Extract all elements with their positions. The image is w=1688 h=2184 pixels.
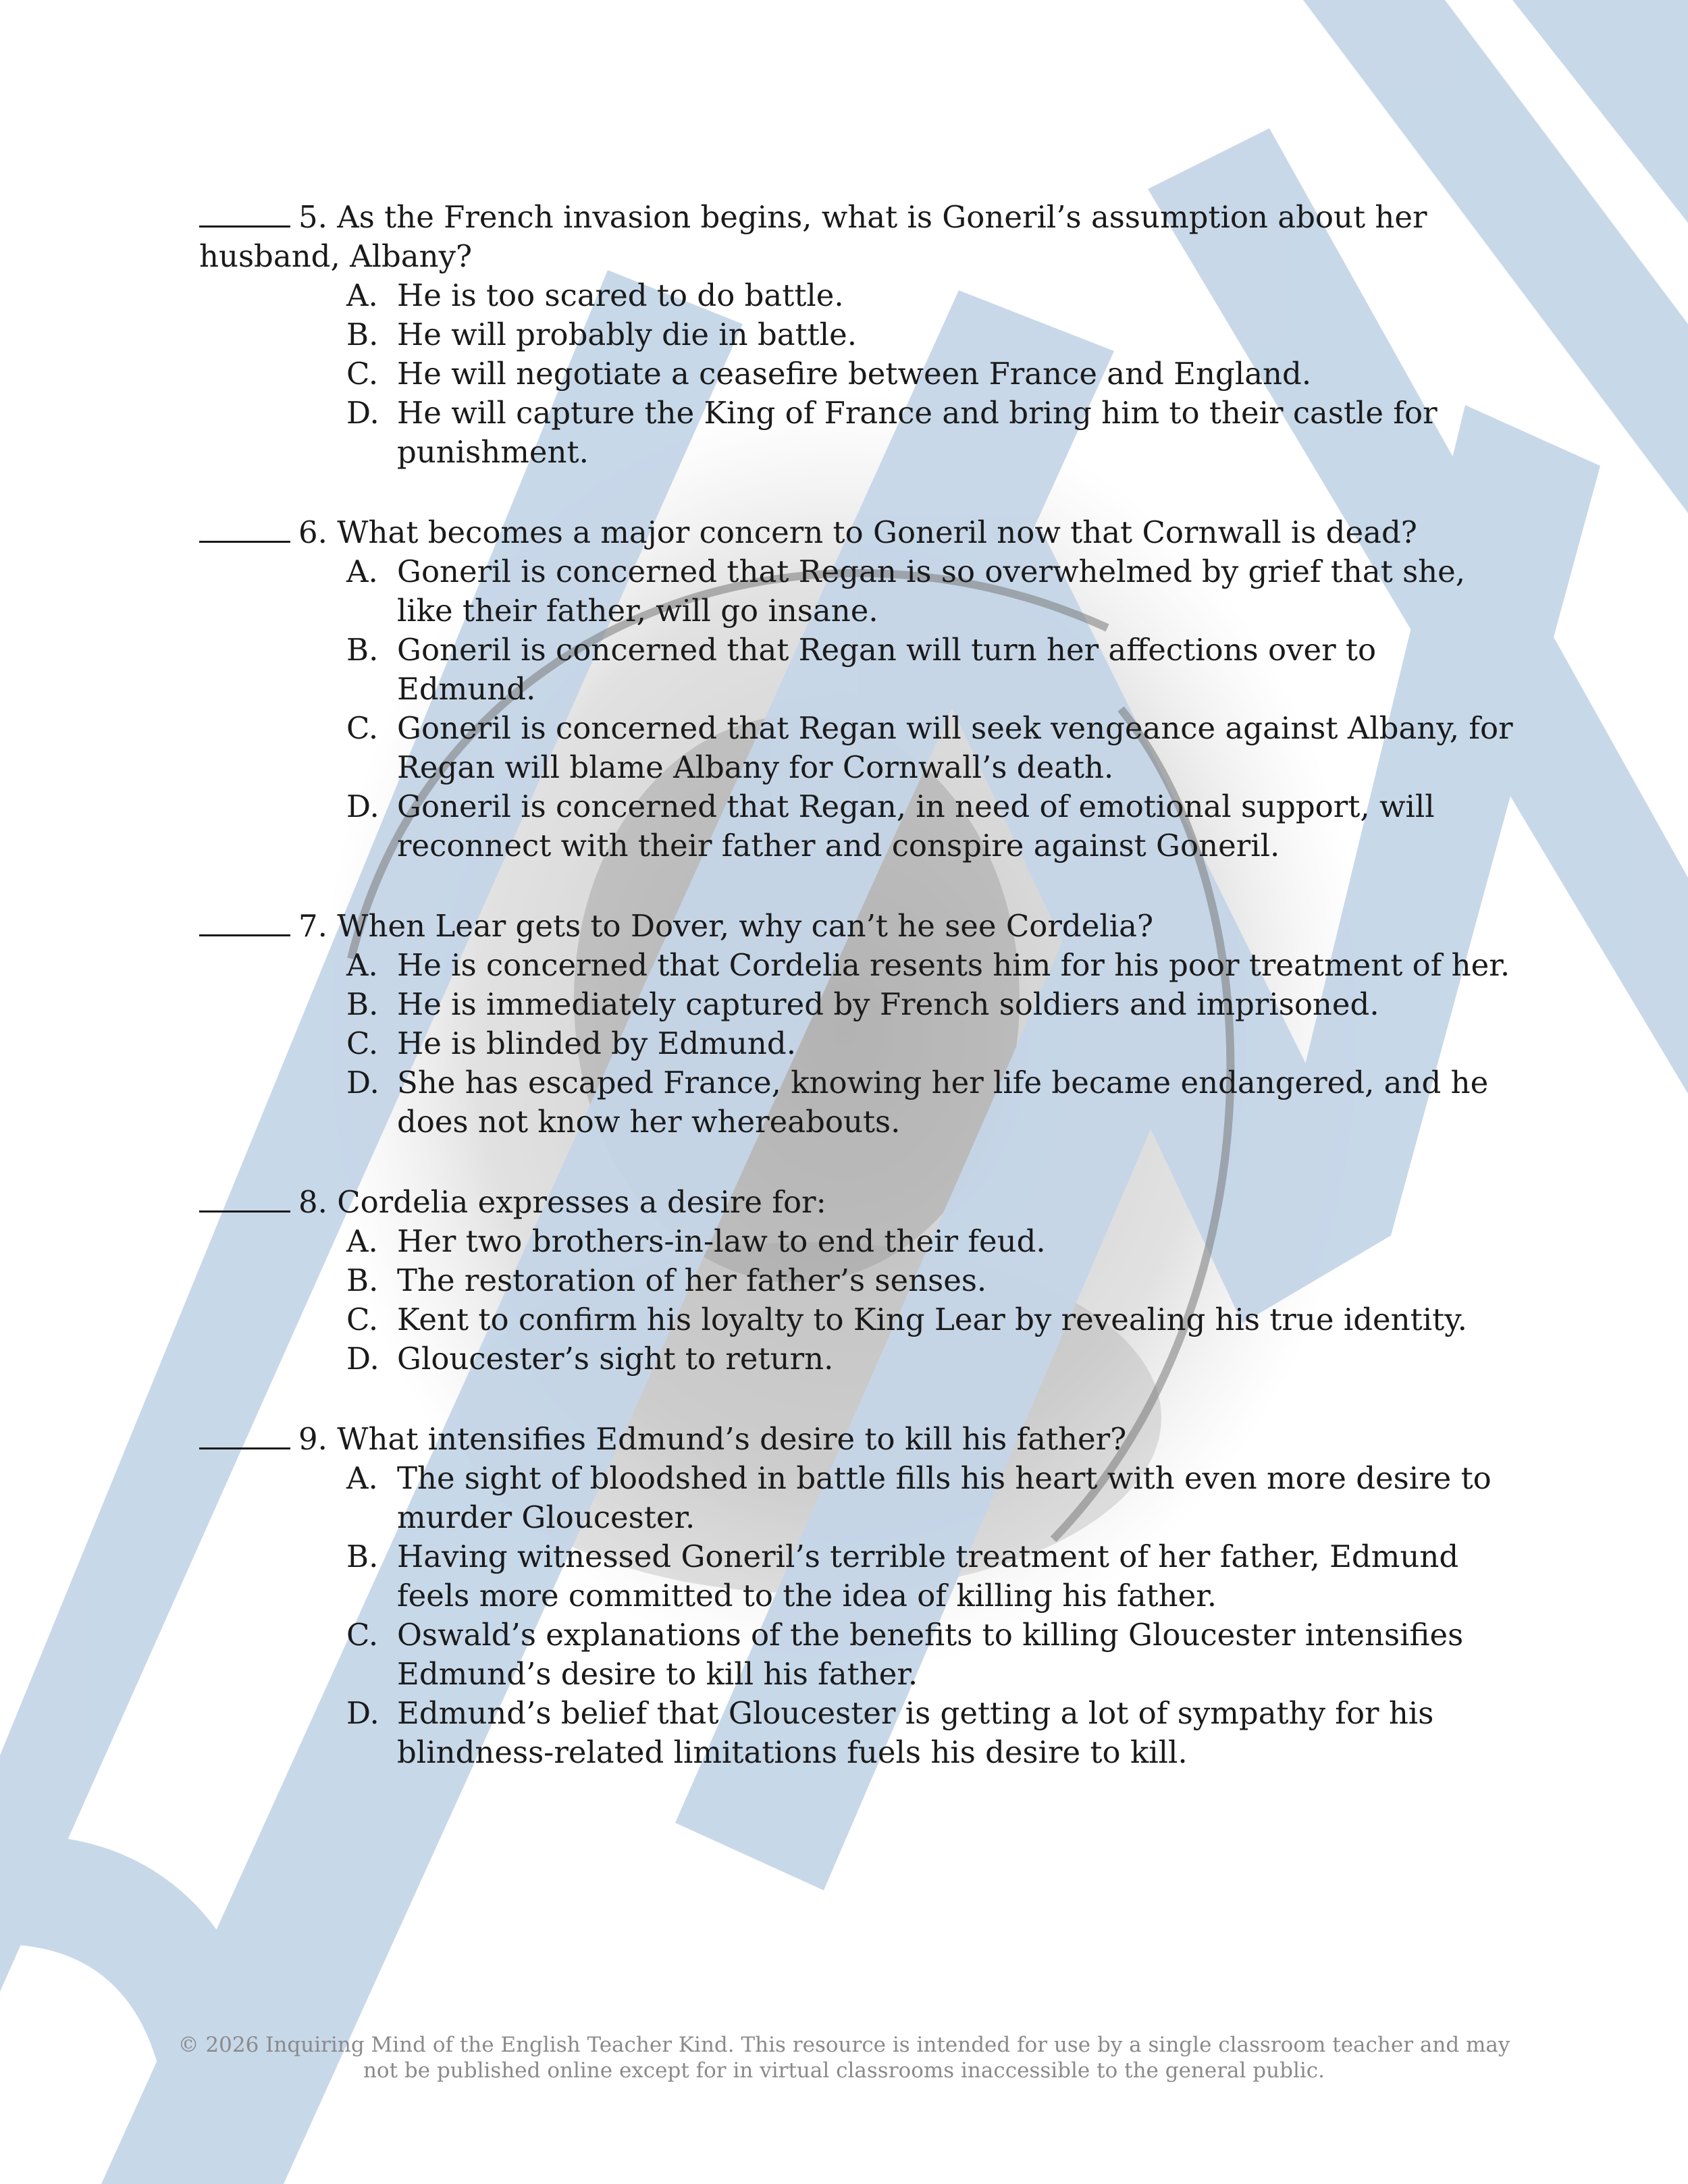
choice-text: Kent to confirm his loyalty to King Lear by revealing his true identity.	[397, 1302, 1467, 1337]
choice-c	[346, 709, 1516, 787]
choice-b	[346, 1537, 1516, 1616]
quiz-page	[199, 196, 1516, 1811]
question-text: What becomes a major concern to Goneril now that Cornwall is dead?	[337, 514, 1417, 550]
question-number: 6.	[298, 514, 327, 550]
choice-b	[346, 1261, 1516, 1300]
question-5	[199, 196, 1516, 472]
choice-b	[346, 315, 1516, 354]
question-6	[199, 511, 1516, 865]
choice-text: Oswald’s explanations of the benefits to killing Gloucester intensifies Edmund’s desire to kill his father.	[397, 1617, 1464, 1692]
choice-letter: A.	[346, 554, 378, 589]
question-text: What intensifies Edmund’s desire to kill his father?	[337, 1421, 1127, 1457]
choice-text: He is immediately captured by French soldiers and imprisoned.	[397, 986, 1379, 1022]
choice-c	[346, 1300, 1516, 1339]
choice-b	[346, 985, 1516, 1024]
choice-text: Gloucester’s sight to return.	[397, 1341, 834, 1377]
answer-choices	[199, 946, 1516, 1142]
choice-text: The sight of bloodshed in battle fills his heart with even more desire to murder Gloucester.	[397, 1460, 1492, 1535]
answer-blank[interactable]	[199, 196, 290, 228]
choice-a	[346, 1459, 1516, 1537]
choice-text: Goneril is concerned that Regan will seek vengeance against Albany, for Regan will blame Albany for Cornwall’s death.	[397, 710, 1513, 785]
footer-line-2: not be published online except for in virtual classrooms inaccessible to the general public.	[363, 2058, 1325, 2083]
choice-b	[346, 631, 1516, 709]
choice-letter: D.	[346, 1341, 379, 1377]
question-9	[199, 1418, 1516, 1772]
choice-text: Edmund’s belief that Gloucester is getting a lot of sympathy for his blindness-related limitations fuels his desire to kill.	[397, 1695, 1434, 1770]
choice-d	[346, 787, 1516, 865]
choice-text: He will probably die in battle.	[397, 317, 858, 352]
question-number: 7.	[298, 908, 327, 944]
question-8	[199, 1181, 1516, 1379]
choice-d	[346, 1339, 1516, 1379]
choice-c	[346, 1616, 1516, 1694]
question-stem	[199, 196, 1516, 276]
question-stem	[199, 511, 1516, 552]
choice-letter: B.	[346, 986, 379, 1022]
choice-text: She has escaped France, knowing her life became endangered, and he does not know her whereabouts.	[397, 1065, 1489, 1140]
choice-letter: B.	[346, 317, 379, 352]
question-number: 5.	[298, 199, 327, 235]
choice-text: Goneril is concerned that Regan will turn her affections over to Edmund.	[397, 632, 1377, 707]
choice-letter: A.	[346, 1460, 378, 1496]
question-text: As the French invasion begins, what is Goneril’s assumption about her husband, Albany?	[199, 199, 1427, 274]
choice-text: Goneril is concerned that Regan is so overwhelmed by grief that she, like their father, will go insane.	[397, 554, 1466, 629]
question-number: 8.	[298, 1184, 327, 1220]
choice-letter: C.	[346, 1026, 379, 1061]
choice-text: Her two brothers-in-law to end their feud.	[397, 1223, 1046, 1259]
choice-letter: C.	[346, 1302, 379, 1337]
choice-letter: D.	[346, 1065, 379, 1100]
choice-letter: C.	[346, 710, 379, 746]
answer-choices	[199, 1459, 1516, 1772]
choice-letter: B.	[346, 1539, 379, 1574]
choice-text: He is too scared to do battle.	[397, 277, 844, 313]
choice-letter: A.	[346, 277, 378, 313]
choice-letter: A.	[346, 1223, 378, 1259]
answer-choices	[199, 552, 1516, 865]
question-text: When Lear gets to Dover, why can’t he see Cordelia?	[337, 908, 1154, 944]
question-stem	[199, 905, 1516, 946]
choice-letter: B.	[346, 1262, 379, 1298]
question-text: Cordelia expresses a desire for:	[337, 1184, 826, 1220]
choice-letter: D.	[346, 395, 379, 431]
choice-text: Goneril is concerned that Regan, in need of emotional support, will reconnect with their father and conspire against Goneril.	[397, 789, 1435, 863]
choice-a	[346, 1222, 1516, 1261]
choice-a	[346, 276, 1516, 315]
choice-letter: C.	[346, 1617, 379, 1653]
choice-letter: B.	[346, 632, 379, 668]
footer-line-1: © 2026 Inquiring Mind of the English Teacher Kind. This resource is intended for use by a single classroom teacher and may	[178, 2033, 1510, 2057]
copyright-footer	[169, 2032, 1519, 2083]
choice-a	[346, 946, 1516, 985]
choice-letter: C.	[346, 356, 379, 392]
answer-choices	[199, 276, 1516, 472]
choice-text: He will negotiate a ceasefire between France and England.	[397, 356, 1312, 392]
question-number: 9.	[298, 1421, 327, 1457]
choice-letter: D.	[346, 789, 379, 824]
choice-text: He will capture the King of France and bring him to their castle for punishment.	[397, 395, 1438, 470]
question-stem	[199, 1181, 1516, 1222]
answer-blank[interactable]	[199, 1181, 290, 1213]
question-7	[199, 905, 1516, 1142]
choice-letter: D.	[346, 1695, 379, 1731]
question-stem	[199, 1418, 1516, 1459]
answer-blank[interactable]	[199, 511, 290, 543]
choice-text: Having witnessed Goneril’s terrible treatment of her father, Edmund feels more committed to the idea of killing his father.	[397, 1539, 1459, 1614]
choice-d	[346, 1063, 1516, 1142]
choice-text: He is concerned that Cordelia resents him for his poor treatment of her.	[397, 947, 1510, 983]
choice-d	[346, 394, 1516, 472]
choice-a	[346, 552, 1516, 631]
choice-c	[346, 1024, 1516, 1063]
choice-text: He is blinded by Edmund.	[397, 1026, 797, 1061]
choice-d	[346, 1694, 1516, 1772]
answer-choices	[199, 1222, 1516, 1379]
answer-blank[interactable]	[199, 905, 290, 936]
choice-letter: A.	[346, 947, 378, 983]
choice-c	[346, 354, 1516, 394]
choice-text: The restoration of her father’s senses.	[397, 1262, 987, 1298]
answer-blank[interactable]	[199, 1418, 290, 1449]
